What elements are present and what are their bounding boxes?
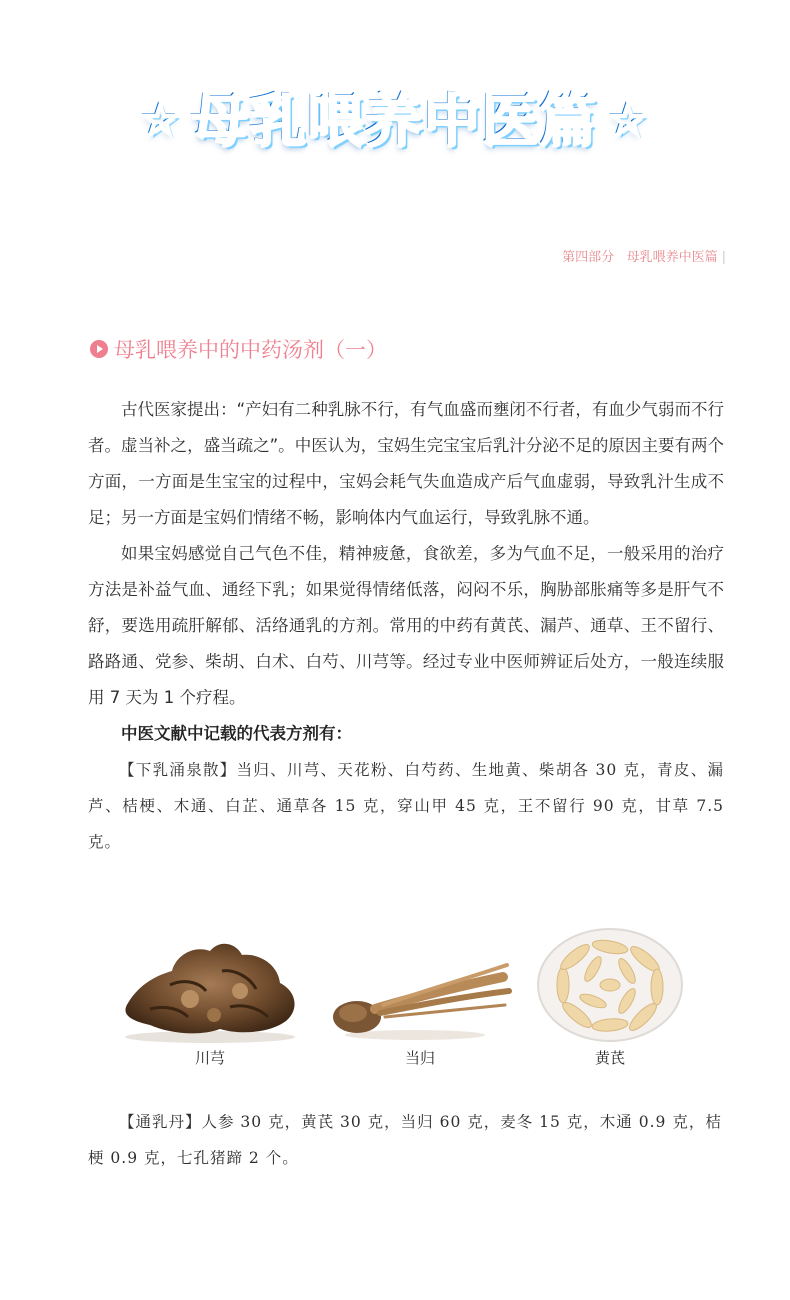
- play-bullet-icon: [90, 340, 108, 358]
- danggui-image: [325, 925, 515, 1045]
- figure-huangqi: [535, 925, 685, 1067]
- running-head-chapter: 母乳喂养中医篇: [626, 250, 718, 265]
- running-head-part: 第四部分: [562, 250, 615, 265]
- running-head-bar: |: [721, 250, 726, 265]
- section-heading: [90, 334, 387, 364]
- star-icon: ☆: [608, 95, 650, 146]
- running-head: [562, 246, 726, 265]
- huangqi-image: [535, 925, 685, 1045]
- formula-subheading: 中医文献中记载的代表方剂有：: [121, 724, 352, 743]
- page-banner-title: [0, 78, 790, 158]
- figure-caption: 当归: [404, 1049, 435, 1067]
- figure-caption: 川芎: [194, 1049, 225, 1067]
- star-icon: ☆: [140, 95, 182, 146]
- formula-xiaru-yongquan-san: 【下乳涌泉散】当归、川芎、天花粉、白芍药、生地黄、柴胡各 30 克，青皮、漏芦、桔梗、木通、白芷、通草各 15 克，穿山甲 45 克，王不留行 90 克，甘草 7.5 克。: [88, 761, 724, 851]
- figure-danggui: [325, 925, 515, 1067]
- banner-title-text: 母乳喂养中医篇: [192, 90, 598, 155]
- figure-caption: 黄芪: [594, 1049, 625, 1067]
- article-body: [88, 392, 724, 860]
- formula-tongru-dan: 【通乳丹】人参 30 克，黄芪 30 克，当归 60 克，麦冬 15 克，木通 0.9 克，桔梗 0.9 克，七孔猪蹄 2 个。: [88, 1113, 722, 1167]
- paragraph: 古代医家提出：“产妇有二种乳脉不行，有气血盛而壅闭不行者，有血少气弱而不行者。虚当补之，盛当疏之”。中医认为，宝妈生完宝宝后乳汁分泌不足的原因主要有两个方面，一方面是生宝宝的过程中，宝妈会耗气失血造成产后气血虚弱，导致乳汁生成不足；另一方面是宝妈们情绪不畅，影响体内气血运行，导致乳脉不通。: [88, 400, 724, 527]
- section-heading-text: 母乳喂养中的中药汤剂（一）: [114, 338, 387, 362]
- chuanxiong-image: [110, 925, 310, 1045]
- herb-figures: [110, 925, 700, 1075]
- paragraph: 如果宝妈感觉自己气色不佳，精神疲惫，食欲差，多为气血不足，一般采用的治疗方法是补益气血、通经下乳；如果觉得情绪低落，闷闷不乐，胸胁部胀痛等多是肝气不舒，要选用疏肝解郁、活络通乳的方剂。常用的中药有黄芪、漏芦、通草、王不留行、路路通、党参、柴胡、白术、白芍、川芎等。经过专业中医师辨证后处方，一般连续服用 7 天为 1 个疗程。: [88, 544, 724, 707]
- figure-chuanxiong: [110, 925, 310, 1067]
